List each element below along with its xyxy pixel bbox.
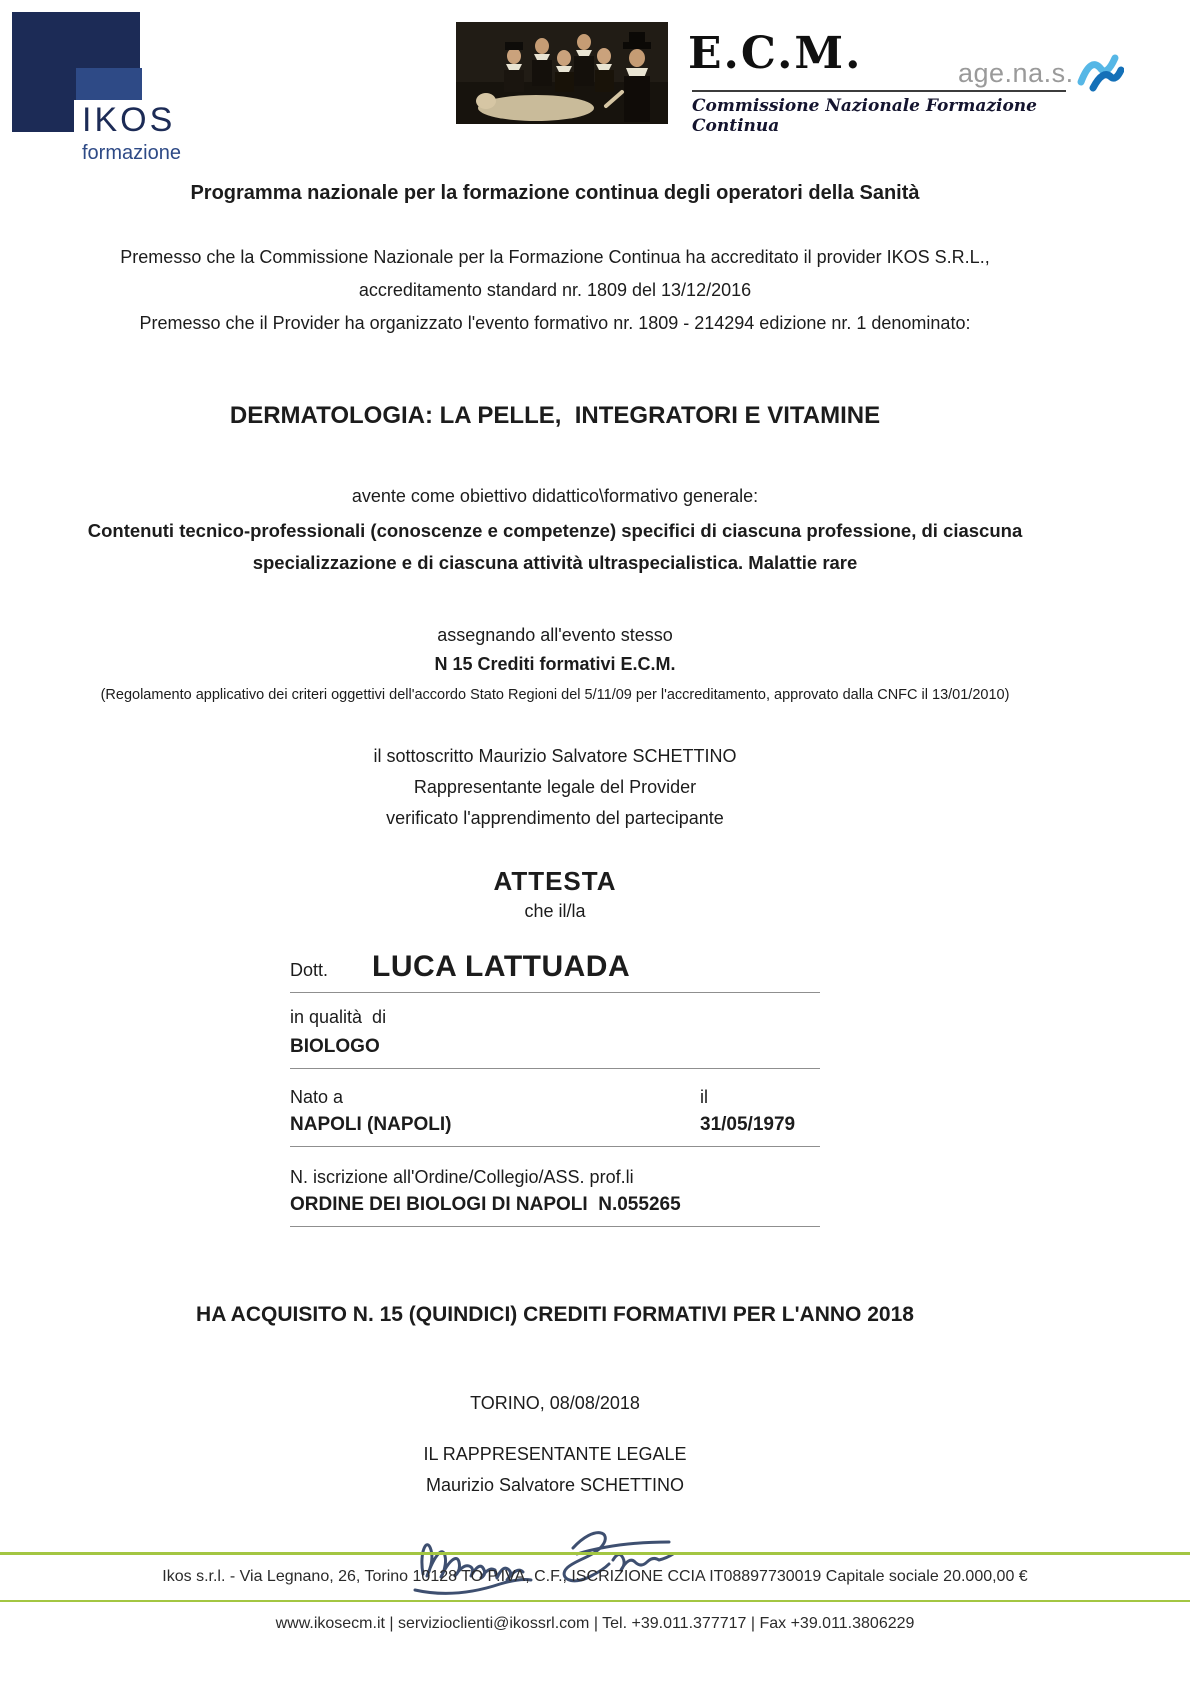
certificate-body (45, 0, 1065, 1607)
dott-label: Dott. (290, 960, 329, 980)
premise-paragraph (45, 241, 1065, 340)
birth-values-row (290, 1114, 820, 1147)
attesta-heading: ATTESTA (493, 866, 617, 896)
premise-line-3: Premesso che il Provider ha organizzato l'evento formativo nr. 1809 - 214294 edizione nr. 1 denominato: (139, 313, 971, 333)
birth-place: NAPOLI (NAPOLI) (290, 1114, 452, 1135)
role-label: in qualità di (290, 1007, 387, 1027)
participant-role: BIOLOGO (290, 1036, 820, 1069)
agenas-wordmark: age.na.s. (958, 58, 1074, 88)
declaration-line-1: il sottoscritto Maurizio Salvatore SCHETTINO (373, 746, 737, 766)
legal-representative-label: IL RAPPRESENTANTE LEGALE (423, 1444, 687, 1464)
ikos-logo-subtitle: formazione (82, 142, 181, 164)
credits-text: N 15 Crediti formativi E.C.M. (434, 654, 676, 674)
assigning-text: assegnando all'evento stesso (437, 625, 673, 645)
credits-awarded-text: HA ACQUISITO N. 15 (QUINDICI) CREDITI FORMATIVI PER L'ANNO 2018 (196, 1303, 914, 1326)
objective-text: Contenuti tecnico-professionali (conoscenze e competenze) specifici di ciascuna professione, di ciascuna specializzazione e di ciascuna attività ultraspecialistica. Malattie rare (87, 520, 1023, 573)
course-title: DERMATOLOGIA: LA PELLE, INTEGRATORI E VITAMINE (229, 402, 881, 429)
participant-form (290, 950, 820, 1227)
registration-value: ORDINE DEI BIOLOGI DI NAPOLI N.055265 (290, 1194, 820, 1227)
regulation-note: (Regolamento applicativo dei criteri oggettivi dell'accordo Stato Regioni del 5/11/09 per l'accreditamento, approvato dalla CNFC il 13/01/2010) (100, 687, 1010, 703)
birth-labels-row (290, 1087, 820, 1108)
objective-intro: avente come obiettivo didattico\formativo generale: (351, 486, 759, 506)
ikos-logo-wordmark: IKOS (74, 100, 181, 138)
declaration-line-3: verificato l'apprendimento del partecipante (386, 808, 724, 828)
legal-representative-name: Maurizio Salvatore SCHETTINO (425, 1475, 685, 1495)
program-title: Programma nazionale per la formazione continua degli operatori della Sanità (190, 182, 920, 204)
footer (0, 1552, 1190, 1647)
registration-label: N. iscrizione all'Ordine/Collegio/ASS. prof.li (290, 1167, 634, 1187)
che-text: che il/la (524, 901, 586, 921)
ecm-subtitle: Commissione Nazionale Formazione Continua (692, 96, 1037, 136)
premise-line-1: Premesso che la Commissione Nazionale per la Formazione Continua ha accreditato il provider IKOS S.R.L., (120, 247, 990, 267)
declaration-line-2: Rappresentante legale del Provider (413, 777, 697, 797)
declaration-paragraph (45, 741, 1065, 834)
participant-name: LUCA LATTUADA (372, 950, 631, 983)
born-label: Nato a (290, 1087, 344, 1107)
agenas-swoosh-icon (1076, 50, 1124, 99)
footer-contact-info: www.ikosecm.it | servizioclienti@ikossrl.com | Tel. +39.011.377717 | Fax +39.011.3806229 (275, 1615, 915, 1632)
on-label: il (700, 1087, 708, 1107)
footer-company-info: Ikos s.r.l. - Via Legnano, 26, Torino 10128 TO P.IVA, C.F., ISCRIZIONE CCIA IT08897730019 Capitale sociale 20.000,00 € (162, 1568, 1028, 1585)
place-date: TORINO, 08/08/2018 (470, 1393, 640, 1413)
birth-date: 31/05/1979 (700, 1114, 796, 1135)
premise-line-2: accreditamento standard nr. 1809 del 13/12/2016 (358, 280, 752, 300)
participant-name-row (290, 950, 820, 993)
ecm-title: E.C.M. (688, 28, 863, 79)
